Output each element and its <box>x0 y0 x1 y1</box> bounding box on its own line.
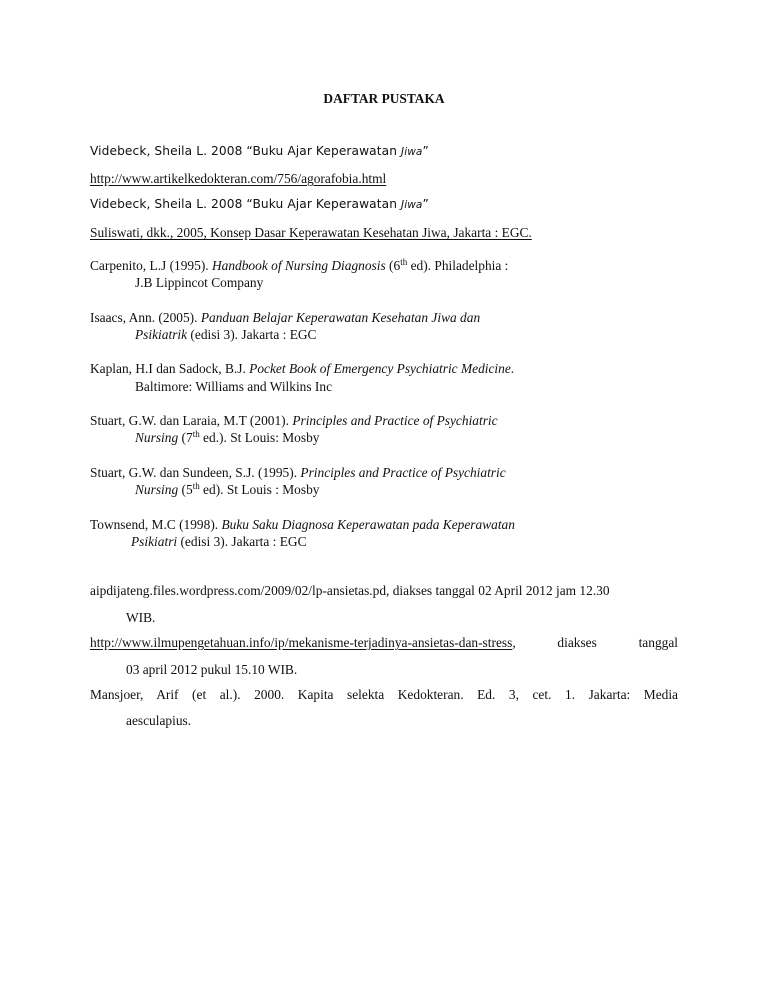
reference-stuart-laraia <box>90 412 498 429</box>
reference-carpenito-cont: J.B Lippincot Company <box>135 275 264 290</box>
reference-link-artikel[interactable] <box>90 170 386 187</box>
reference-text: (edisi 3). Jakarta : EGC <box>187 327 317 342</box>
reference-kaplan <box>90 360 514 377</box>
reference-italic: Psikiatrik <box>135 327 188 342</box>
reference-stuart-sundeen-cont <box>135 481 319 498</box>
reference-carpenito <box>90 257 508 274</box>
reference-text: (6 <box>385 258 401 273</box>
reference-italic: Psikiatri <box>131 534 178 549</box>
reference-text: (5 <box>178 482 193 497</box>
reference-italic: Handbook of Nursing Diagnosis <box>211 258 386 273</box>
reference-italic: Principles and Practice of Psychiatric <box>292 413 498 428</box>
reference-author: Stuart, G.W. dan Laraia, M.T (2001). <box>90 413 293 428</box>
reference-suliswati <box>90 224 532 241</box>
reference-text: ed). St Louis : Mosby <box>199 482 320 497</box>
reference-italic: Nursing <box>135 482 179 497</box>
reference-townsend-cont <box>131 533 307 550</box>
reference-sup: th <box>192 481 200 491</box>
reference-text: Videbeck, Sheila L. 2008 “Buku Ajar Keperawatan <box>90 197 401 211</box>
reference-italic: Jiwa <box>401 199 423 211</box>
reference-link[interactable]: http://www.ilmupengetahuan.info/ip/mekanisme-terjadinya-ansietas-dan-stress <box>90 635 513 650</box>
reference-text: (edisi 3). Jakarta : EGC <box>177 534 307 549</box>
reference-text: , diakses tanggal <box>512 635 678 650</box>
reference-author: Carpenito, L.J (1995). <box>90 258 212 273</box>
reference-mansjoer-cont: aesculapius. <box>126 713 192 728</box>
reference-stuart-laraia-cont <box>135 429 319 446</box>
reference-italic: Nursing <box>135 430 179 445</box>
reference-aipdijateng-cont: WIB. <box>126 610 156 625</box>
reference-isaacs <box>90 309 480 326</box>
reference-text: (7 <box>178 430 193 445</box>
reference-text: ” <box>422 197 429 211</box>
reference-stuart-sundeen <box>90 464 506 481</box>
reference-townsend <box>90 516 515 533</box>
reference-italic: Panduan Belajar Keperawatan Kesehatan Jiwa dan <box>200 310 481 325</box>
reference-author: Townsend, M.C (1998). <box>90 517 222 532</box>
reference-link[interactable]: http://www.artikelkedokteran.com/756/agorafobia.html <box>90 171 387 186</box>
reference-text: Videbeck, Sheila L. 2008 “Buku Ajar Keperawatan <box>90 144 401 158</box>
reference-text: . <box>510 361 515 376</box>
reference-italic: Jiwa <box>401 146 423 158</box>
reference-author: Stuart, G.W. dan Sundeen, S.J. (1995). <box>90 465 301 480</box>
reference-aipdijateng: aipdijateng.files.wordpress.com/2009/02/lp-ansietas.pd, diakses tanggal 02 April 2012 jam 12.30 <box>90 583 610 598</box>
reference-sup: th <box>192 429 200 439</box>
reference-videbeck-1 <box>90 143 429 161</box>
reference-isaacs-cont <box>135 326 317 343</box>
reference-ilmupengetahuan <box>90 634 678 651</box>
reference-videbeck-2 <box>90 196 429 214</box>
reference-ilmupengetahuan-cont: 03 april 2012 pukul 15.10 WIB. <box>126 662 298 677</box>
reference-author: Isaacs, Ann. (2005). <box>90 310 201 325</box>
page-title: DAFTAR PUSTAKA <box>323 91 445 106</box>
reference-text: ed). Philadelphia : <box>407 258 509 273</box>
reference-text: ” <box>422 144 429 158</box>
reference-italic: Pocket Book of Emergency Psychiatric Medicine <box>249 361 511 376</box>
reference-mansjoer: Mansjoer, Arif (et al.). 2000. Kapita selekta Kedokteran. Ed. 3, cet. 1. Jakarta: Media <box>90 687 678 702</box>
reference-sup: th <box>400 257 408 267</box>
reference-author: Kaplan, H.I dan Sadock, B.J. <box>90 361 250 376</box>
reference-kaplan-cont: Baltimore: Williams and Wilkins Inc <box>135 379 333 394</box>
reference-italic: Principles and Practice of Psychiatric <box>300 465 506 480</box>
reference-text: Suliswati, dkk., 2005, Konsep Dasar Keperawatan Kesehatan Jiwa, Jakarta : EGC. <box>90 225 532 240</box>
reference-text: ed.). St Louis: Mosby <box>199 430 320 445</box>
reference-italic: Buku Saku Diagnosa Keperawatan pada Keperawatan <box>221 517 515 532</box>
